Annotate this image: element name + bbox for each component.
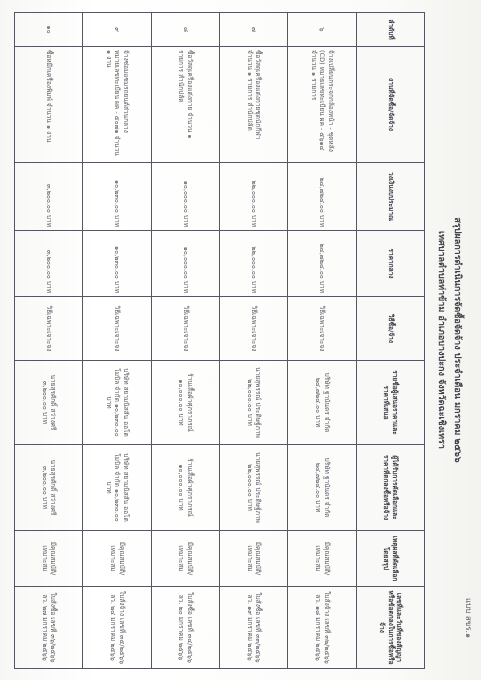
cell-contract: ใบสั่งซื้อ เลขที่ ๓๓/๒๕๖๖ ลว. ๑๙ มกราคม ๒๕๖๖ bbox=[220, 587, 288, 669]
cell-median-price: ๑๐,๒๓๐.๐๐ บาท bbox=[83, 231, 151, 297]
document-subtitle: เทศบาลตำบลท่าข้าม อำเภอบางปะกง จังหวัดฉะเชิงเทรา bbox=[436, 231, 446, 449]
table-header-row bbox=[356, 13, 424, 669]
cell-bidders: บริษัท ฐานันดร จำกัด ๒๔,๗๒๔.๐๐ บาท bbox=[288, 361, 356, 445]
cell-item: จ้างเปลี่ยนกระจกกล้องหน้า - ชุดหลัง (CD) หมายเลขทะเบียน ผค - ๕๖๑๔ จำนวน ๑ รายการ bbox=[288, 47, 356, 163]
cell-method: วิธีเฉพาะเจาะจง bbox=[83, 297, 151, 361]
cell-budget: ๒๒,๐๐๐.๐๐ บาท bbox=[220, 163, 288, 231]
cell-no: ๙ bbox=[83, 13, 151, 47]
cell-reason: มีคุณสมบัติ/เหมาะสม bbox=[83, 531, 151, 587]
cell-contract: ใบสั่งซื้อ เลขที่ ๓๖/๒๕๖๖ ลว. ๒๗ มกราคม ๒๕๖๖ bbox=[15, 587, 83, 669]
cell-bidders: นายสุรศักดิ์ สว่างศรี ๓,๒๐๐.๐๐ บาท bbox=[15, 361, 83, 445]
cell-budget: ๓,๒๐๐.๐๐ บาท bbox=[15, 163, 83, 231]
header-winner: ผู้ได้รับการคัดเลือกและราคาที่ตกลงซื้อหรือจ้าง bbox=[356, 445, 424, 531]
table-row bbox=[83, 13, 151, 669]
header-method: วิธีซื้อ/จ้าง bbox=[356, 297, 424, 361]
cell-method: วิธีเฉพาะเจาะจง bbox=[288, 297, 356, 361]
cell-method: วิธีเฉพาะเจาะจง bbox=[15, 297, 83, 361]
header-budget: วงเงินงบประมาณ bbox=[356, 163, 424, 231]
cell-reason: มีคุณสมบัติ/เหมาะสม bbox=[15, 531, 83, 587]
cell-contract: ใบสั่งจ้าง เลขที่ ๓๕/๒๕๖๖ ลว. ๒๔ มกราคม ๒๕๖๖ bbox=[83, 587, 151, 669]
cell-median-price: ๓,๒๐๐.๐๐ บาท bbox=[15, 231, 83, 297]
cell-reason: มีคุณสมบัติ/เหมาะสม bbox=[151, 531, 219, 587]
cell-item: จ้างซ่อมแซมรถยนต์ส่วนกลาง หมายเลขทะเบียน ผค - ๕๐๗๑ จำนวน ๑ งาน bbox=[83, 47, 151, 163]
header-no: ลำดับที่ bbox=[356, 13, 424, 47]
cell-bidders: ร้านเสื้อผ้าศุภราภรณ์ ๑๐,๐๐๐.๐๐ บาท bbox=[151, 361, 219, 445]
cell-item: ซื้อหมึกเครื่องพิมพ์ จำนวน ๑ งาน bbox=[15, 47, 83, 163]
cell-method: วิธีเฉพาะเจาะจง bbox=[151, 297, 219, 361]
cell-bidders: นายสุพรรณ์ ประดิษฐ์ภาพ ๒๒,๐๐๐.๐๐ บาท bbox=[220, 361, 288, 445]
cell-method: วิธีเฉพาะเจาะจง bbox=[220, 297, 288, 361]
cell-budget: ๑๐,๐๐๐.๐๐ บาท bbox=[151, 163, 219, 231]
header-item: งานที่จัดซื้อ/จัดจ้าง bbox=[356, 47, 424, 163]
cell-no: ๘ bbox=[151, 13, 219, 47]
cell-budget: ๒๔,๗๒๔.๐๐ บาท bbox=[288, 163, 356, 231]
cell-median-price: ๒๔,๗๒๔.๐๐ บาท bbox=[288, 231, 356, 297]
cell-no: ๗ bbox=[220, 13, 288, 47]
cell-reason: มีคุณสมบัติ/เหมาะสม bbox=[288, 531, 356, 587]
header-bidders: รายชื่อผู้เสนอราคาและราคาที่เสนอ bbox=[356, 361, 424, 445]
procurement-table bbox=[14, 12, 425, 669]
header-reason: เหตุผลที่คัดเลือกโดยสรุป bbox=[356, 531, 424, 587]
cell-contract: ใบสั่งจ้าง เลขที่ ๓๒/๒๕๖๖ ลว. ๑๘ มกราคม ๒๕๖๖ bbox=[288, 587, 356, 669]
cell-winner: นายสุพรรณ์ ประดิษฐ์ภาพ ๒๒,๐๐๐.๐๐ บาท bbox=[220, 445, 288, 531]
table-row bbox=[288, 13, 356, 669]
cell-winner: บริษัท ฐานันดร จำกัด ๒๔,๗๒๔.๐๐ บาท bbox=[288, 445, 356, 531]
cell-reason: มีคุณสมบัติ/เหมาะสม bbox=[220, 531, 288, 587]
table-row bbox=[151, 13, 219, 669]
document-title: สรุปผลการดำเนินการจัดซื้อจัดจ้าง ประจำเดือน มกราคม ๒๕๖๖ bbox=[452, 217, 462, 463]
cell-item: ซื้อวัสดุเครื่องแต่งกาย จำนวน ๑ รายการ สำนักปลัด bbox=[151, 47, 219, 163]
form-code: แบบ สขร.๑ bbox=[464, 598, 473, 639]
cell-no: ๑๐ bbox=[15, 13, 83, 47]
table-row bbox=[220, 13, 288, 669]
header-median-price: ราคากลาง bbox=[356, 231, 424, 297]
cell-budget: ๑๐,๒๓๐.๐๐ บาท bbox=[83, 163, 151, 231]
cell-winner: ร้านเสื้อผ้าศุภราภรณ์ ๑๐,๐๐๐.๐๐ บาท bbox=[151, 445, 219, 531]
header-contract: เลขที่และวันที่ของสัญญาหรือข้อตกลงในการซื้อหรือจ้าง bbox=[356, 587, 424, 669]
cell-bidders: บริษัท สยามนิสสัน ออโตโมบิล จำกัด ๑๐,๒๓๐.๐๐ บาท bbox=[83, 361, 151, 445]
cell-no: ๖ bbox=[288, 13, 356, 47]
cell-item: ซื้อวัสดุเครื่องแต่งกายชุดนักกีฬา จำนวน ๑ รายการ สำนักปลัด bbox=[220, 47, 288, 163]
cell-median-price: ๑๐,๐๐๐.๐๐ บาท bbox=[151, 231, 219, 297]
cell-median-price: ๒๒,๐๐๐.๐๐ บาท bbox=[220, 231, 288, 297]
cell-contract: ใบสั่งซื้อ เลขที่ ๓๔/๒๕๖๖ ลว. ๒๐ มกราคม ๒๕๖๖ bbox=[151, 587, 219, 669]
cell-winner: บริษัท สยามนิสสัน ออโตโมบิล จำกัด ๑๐,๒๓๐.๐๐ บาท bbox=[83, 445, 151, 531]
table-row bbox=[15, 13, 83, 669]
cell-winner: นายสุรศักดิ์ สว่างศรี ๓,๒๐๐.๐๐ บาท bbox=[15, 445, 83, 531]
